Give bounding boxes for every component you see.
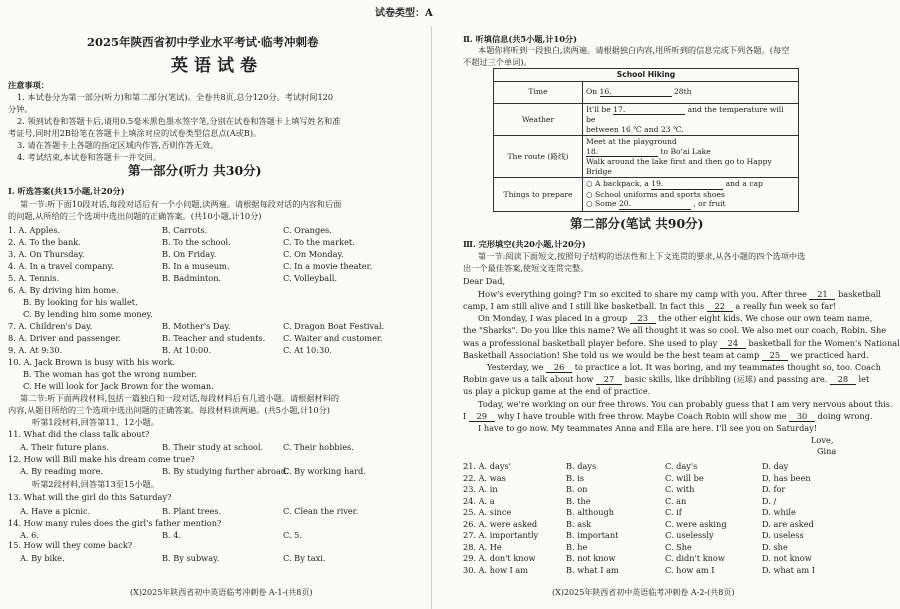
row-text: and the temperature will be — [586, 104, 784, 124]
passage-text: a really fun week so far! — [732, 301, 837, 311]
choice-option: C. By working hard. — [283, 466, 366, 476]
material-label: 听第2段材料,回答第13至15小题。 — [32, 479, 159, 489]
answer-blank: 19. — [651, 179, 723, 190]
answer-option: C. how am I — [665, 564, 715, 575]
row-text: 28th — [671, 86, 692, 96]
answer-option: C. didn't know — [665, 553, 725, 563]
notes-heading: 注意事项： — [8, 80, 49, 90]
passage-text: the other eight kids. We chose our own team name, — [655, 313, 873, 323]
row-text: ○ A backpack, a — [586, 179, 652, 188]
choice-option: B. Carrots. — [162, 225, 208, 235]
row-label: The route (路线) — [494, 136, 583, 178]
row-line — [586, 87, 795, 98]
question-stem: 14. How many rules does the girl's father mention? — [8, 518, 222, 528]
question-stem: 13. What will the girl do this Saturday? — [8, 492, 172, 502]
answer-option: B. he — [566, 541, 588, 552]
material-label: 听第1段材料,回答第11、12小题。 — [32, 417, 159, 427]
choice-option: B. At 10:00. — [162, 345, 212, 355]
cloze-blank: 29 — [469, 411, 495, 422]
section-intro: 内容,从题目所给的三个选项中选出问题的正确答案。每段材料读两遍。(共5小题,计10分) — [8, 405, 330, 415]
answer-option: C. She — [665, 541, 692, 552]
choice-option: C. On Monday. — [283, 249, 344, 259]
choice-option: A. By reading more. — [20, 466, 104, 476]
section1-title: Ⅰ. 听选答案(共15小题,计20分) — [8, 186, 125, 196]
passage-text: On Monday, I was placed in a group — [478, 313, 630, 323]
passage-text: to practice a lot. It was boring, and my teammates thought so, too. Coach — [572, 362, 881, 372]
passage-text: Robin gave us a talk about how — [463, 374, 596, 384]
choice-option: C. He will look for Jack Brown for the woman. — [23, 381, 214, 391]
choice-option: A. Their future plans. — [20, 442, 109, 452]
answer-option: 24. A. a — [463, 495, 495, 506]
question-stem: 15. How will they come back? — [8, 540, 133, 550]
cloze-blank: 22 — [707, 301, 733, 312]
row-line — [586, 190, 795, 200]
passage-text: Yesterday, we — [487, 362, 547, 372]
choice-option: 3. A. On Thursday. — [8, 249, 85, 259]
answer-option: C. an — [665, 495, 687, 506]
choice-option: 9. A. At 9:30. — [8, 345, 63, 355]
school-hiking-table — [493, 68, 799, 212]
answer-option: 29. A. don't know — [463, 553, 536, 563]
choice-option: C. 5. — [283, 530, 302, 540]
passage-text: the "Sharks". Do you like this name? We all thought it was so cool. We also met our coach, Robin. She — [463, 325, 887, 335]
passage-line — [463, 301, 836, 312]
passage-text: we practiced hard. — [787, 350, 869, 360]
choice-option: B. Teacher and students. — [162, 333, 266, 343]
subject-title: 英语试卷 — [171, 56, 263, 76]
choice-option: 7. A. Children's Day. — [8, 321, 93, 331]
cloze-blank: 27 — [596, 374, 622, 385]
choice-option: C. Volleyball. — [283, 273, 337, 283]
section2-title: Ⅱ. 听填信息(共5小题,计10分) — [463, 34, 577, 44]
row-content — [583, 103, 799, 136]
choice-option: 1. A. Apples. — [8, 225, 61, 235]
choice-option: B. By looking for his wallet. — [23, 297, 138, 307]
choice-option: A. Have a picnic. — [20, 506, 91, 516]
answer-option: D. not know — [762, 553, 812, 563]
answer-option: D. are asked — [762, 518, 814, 529]
choice-option: B. By studying further abroad. — [162, 466, 289, 476]
passage-text: How's everything going? I'm so excited to share my camp with you. After three — [478, 289, 810, 299]
page-footer: (X)2025年陕西省初中英语临考冲刺卷 A-2-(共8页) — [552, 588, 735, 597]
table-row — [494, 103, 799, 136]
choice-option: B. The woman has got the wrong number. — [23, 369, 197, 379]
note-line: 分钟。 — [8, 104, 33, 114]
passage-line — [487, 362, 881, 373]
answer-option: 28. A. He — [463, 541, 502, 552]
answer-option: C. day's — [665, 461, 698, 471]
row-text: to Bo'ai Lake — [658, 146, 711, 156]
row-content — [583, 178, 799, 212]
answer-option: D. what am I — [762, 564, 816, 575]
row-label: Things to prepare — [494, 178, 583, 212]
table-row — [494, 136, 799, 178]
passage-line — [478, 399, 893, 409]
choice-option: 4. A. In a travel company. — [8, 261, 114, 271]
cloze-blank: 25 — [762, 350, 788, 361]
passage-text: I — [463, 411, 469, 421]
answer-option: 23. A. in — [463, 484, 498, 494]
table-title: School Hiking — [494, 69, 799, 82]
passage-text: Basketball Association! She told us we would be the best team at camp — [463, 350, 762, 360]
choice-option: 8. A. Driver and passenger. — [8, 333, 121, 343]
section3-title: Ⅲ. 完形填空(共20小题,计20分) — [463, 239, 586, 249]
choice-option: C. Dragon Boat Festival. — [283, 321, 385, 331]
answer-option: C. with — [665, 484, 695, 494]
paper-type-label: 试卷类型：A — [375, 8, 433, 19]
passage-text: doing wrong. — [815, 411, 873, 421]
table-row — [494, 81, 799, 103]
row-label: Time — [494, 81, 583, 103]
choice-option: B. In a museum. — [162, 261, 230, 271]
answer-option: C. uselessly — [665, 530, 714, 540]
note-line: 4. 考试结束,本试卷和答题卡一并交回。 — [17, 152, 162, 162]
cloze-blank: 23 — [630, 313, 656, 324]
letter-closing: Love, — [811, 435, 834, 445]
passage-text: Today, we're working on our free throws. You can probably guess that I am very nervous about this. — [478, 399, 893, 409]
answer-option: C. will be — [665, 472, 704, 483]
answer-option: C. if — [665, 507, 682, 517]
row-line — [586, 105, 795, 125]
table-row — [494, 178, 799, 212]
choice-option: C. By taxi. — [283, 553, 326, 563]
choice-option: B. Their study at school. — [162, 442, 264, 452]
letter-signature: Gina — [817, 446, 837, 456]
answer-option: 27. A. importantly — [463, 530, 539, 540]
section-intro: 第二节:听下面两段材料,包括一篇独白和一段对话,每段材料后有几道小题。请根据材料的 — [20, 393, 340, 403]
row-line — [586, 125, 795, 135]
answer-option: 26. A. were asked — [463, 518, 538, 529]
passage-text: was a professional basketball player before. She used to play — [463, 338, 720, 348]
passage-line — [463, 386, 650, 396]
note-line: 3. 请在答题卡上各题的指定区域内作答,否则作答无效。 — [17, 140, 219, 150]
passage-text: basketball for the Women's National — [745, 338, 900, 348]
row-line — [586, 137, 795, 147]
row-text: and a cap — [723, 179, 763, 188]
part1-title: 第一部分(听力 共30分) — [128, 163, 262, 178]
note-line: 2. 领到试卷和答题卡后,请用0.5毫米黑色墨水签字笔,分别在试卷和答题卡上填写姓名和准 — [17, 116, 341, 126]
passage-line — [463, 350, 869, 361]
row-line — [586, 199, 795, 210]
choice-option: 2. A. To the bank. — [8, 237, 81, 247]
choice-option: A. 6. — [20, 530, 39, 540]
answer-option: 22. A. was — [463, 472, 506, 483]
choice-option: 10. A. Jack Brown is busy with his work. — [8, 357, 176, 367]
choice-option: A. By bike. — [20, 553, 65, 563]
answer-blank: 20. — [619, 199, 691, 210]
row-text: between 16 ℃ and 23 ℃. — [586, 124, 684, 134]
answer-option: 25. A. since — [463, 507, 512, 517]
row-line — [586, 157, 795, 176]
page-footer: (X)2025年陕西省初中英语临考冲刺卷 A-1-(共8页) — [130, 588, 313, 597]
cloze-blank: 24 — [720, 338, 746, 349]
passage-line — [463, 411, 873, 422]
answer-option: D. for — [762, 484, 786, 494]
choice-option: C. Oranges. — [283, 225, 332, 235]
section-intro: 不超过三个单词)。 — [463, 57, 532, 67]
answer-blank: 16. — [600, 87, 672, 98]
answer-option: D. she — [762, 541, 788, 552]
cloze-blank: 30 — [789, 411, 815, 422]
passage-text: why I have trouble with free throw. Maybe Coach Robin will show me — [494, 411, 790, 421]
answer-option: B. on — [566, 484, 588, 494]
exam-title: 2025年陕西省初中学业水平考试·临考冲刺卷 — [87, 35, 319, 49]
row-text: Walk around the lake first and then go to Happy Bridge — [586, 157, 772, 176]
answer-option: B. is — [566, 472, 585, 483]
answer-option: B. the — [566, 495, 591, 506]
row-content — [583, 81, 799, 103]
answer-option: C. were asking — [665, 518, 727, 529]
section-intro: 本题你将听到一段独白,读两遍。请根据独白内容,用所听到的信息完成下列各题。(每空 — [478, 45, 790, 55]
row-label: Weather — [494, 103, 583, 136]
row-text: It'll be — [586, 104, 614, 114]
choice-option: C. Waiter and customer. — [283, 333, 383, 343]
passage-line — [463, 374, 869, 385]
row-text: ○ School uniforms and sports shoes — [586, 189, 725, 199]
section-intro: 出一个最佳答案,使短文连贯完整。 — [463, 263, 589, 273]
letter-greeting: Dear Dad, — [463, 276, 506, 286]
choice-option: 6. A. By driving him home. — [8, 285, 119, 295]
passage-text: basketball — [835, 289, 881, 299]
note-line: 1. 本试卷分为第一部分(听力)和第二部分(笔试)。全卷共8页,总分120分。考试时间120 — [17, 92, 334, 102]
choice-option: C. By lending him some money. — [23, 309, 153, 319]
answer-option: B. important — [566, 530, 619, 540]
page-divider — [431, 26, 432, 609]
answer-option: D. while — [762, 507, 796, 517]
answer-option: 21. A. days' — [463, 461, 511, 471]
choice-option: B. 4. — [162, 530, 182, 540]
answer-option: D. useless — [762, 530, 804, 540]
answer-option: 30. A. how I am — [463, 564, 529, 575]
passage-text: let — [855, 374, 870, 384]
row-line — [586, 179, 795, 190]
row-content — [583, 136, 799, 178]
passage-line — [478, 289, 881, 300]
choice-option: B. Mother's Day. — [162, 321, 231, 331]
row-text: , or fruit — [690, 199, 726, 208]
answer-option: D. has been — [762, 472, 811, 483]
passage-text: camp, I am still alive and I still like basketball. In fact this — [463, 301, 707, 311]
choice-option: C. At 10:30. — [283, 345, 333, 355]
passage-text: I have to go now. My teammates Anna and Ella are here. I'll see you on Saturday! — [478, 423, 818, 433]
choice-option: C. Clean the river. — [283, 506, 359, 516]
choice-option: B. Badminton. — [162, 273, 222, 283]
note-line: 考证号,同时用2B铅笔在答题卡上填涂对应的试卷类型信息点(A或B)。 — [8, 128, 262, 138]
question-stem: 12. How will Bill make his dream come true? — [8, 454, 195, 464]
answer-option: B. not know — [566, 553, 616, 563]
section-intro: 的问题,从所给的三个选项中选出问题的正确答案。(共10小题,计10分) — [8, 211, 262, 221]
row-text: Meet at the playground — [586, 137, 677, 146]
cloze-blank: 26 — [546, 362, 572, 373]
answer-option: B. although — [566, 507, 615, 517]
answer-option: B. days — [566, 461, 597, 471]
section-intro: 第一节:听下面10段对话,每段对话后有一个小问题,读两遍。请根据每段对话的内容和后面 — [20, 199, 342, 209]
passage-line — [478, 313, 872, 324]
answer-blank: 18. — [586, 147, 658, 158]
row-text: On — [586, 86, 600, 96]
choice-option: B. By subway. — [162, 553, 220, 563]
cloze-blank: 28 — [830, 374, 856, 385]
answer-option: D. / — [762, 495, 777, 506]
passage-text: basic skills, like dribbling (运球) and passing are. — [621, 374, 830, 384]
passage-text: us play a pickup game at the end of practice. — [463, 386, 651, 396]
choice-option: B. To the school. — [162, 237, 231, 247]
choice-option: B. Plant trees. — [162, 506, 222, 516]
question-stem: 11. What did the class talk about? — [8, 429, 150, 439]
cloze-blank: 21 — [809, 289, 835, 300]
passage-line — [478, 423, 817, 433]
choice-option: C. Their hobbies. — [283, 442, 354, 452]
part2-title: 第二部分(笔试 共90分) — [570, 216, 704, 231]
choice-option: B. On Friday. — [162, 249, 217, 259]
passage-line — [463, 325, 886, 335]
choice-option: C. To the market. — [283, 237, 355, 247]
row-line — [586, 147, 795, 158]
answer-option: B. ask — [566, 518, 592, 529]
answer-option: D. day — [762, 461, 789, 471]
section-intro: 第一节:阅读下面短文,按照句子结构的语法性和上下文连贯的要求,从各小题的四个选项中选 — [478, 251, 806, 261]
choice-option: C. In a movie theater. — [283, 261, 373, 271]
passage-line — [463, 338, 900, 349]
choice-option: 5. A. Tennis. — [8, 273, 60, 283]
answer-option: B. what I am — [566, 564, 619, 575]
answer-blank: 17. — [613, 105, 685, 116]
row-text: ○ Some — [586, 199, 619, 208]
